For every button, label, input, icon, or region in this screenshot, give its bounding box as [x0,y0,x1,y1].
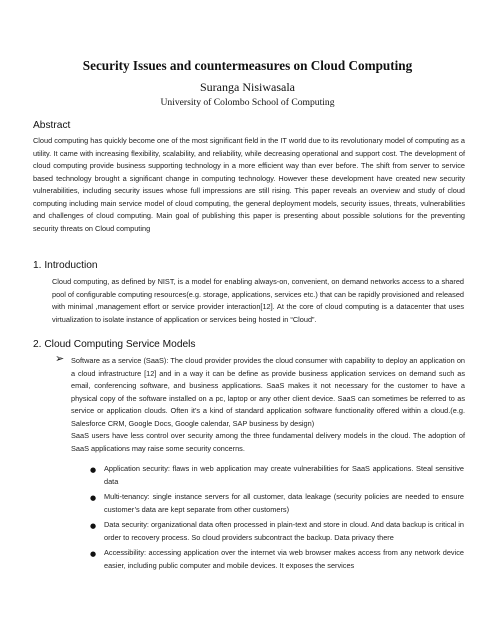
bullet-icon: ● [90,466,97,474]
paper-title: Security Issues and countermeasures on Cloud Computing [82,58,413,73]
saas-security-paragraph: SaaS users have less control over security among the three fundamental delivery models in the cloud. The adoption of SaaS applications may raise some security concerns. [71,431,465,453]
bullet-icon: ● [90,522,97,530]
bullet-item-application-security: Application security: flaws in web application may create vulnerabilities for SaaS applications. Steal sensitive data [104,464,464,486]
abstract-text: Cloud computing has quickly become one of the most significant field in the IT world due to its revolutionary model of computing as a utility. It came with increasing flexibility, scalability, and reliability, while decreasing operational and support cost. The development of cloud computing provide business supporting technology in a more efficient way than ever before. The shift from server to service based technology brought a significant change in computing technology. However these development have created new security vulnerabilities, including security issues whose full impressions are still rising. This paper reveals an overview and study of cloud computing including main service model of cloud computing, the general deployment models, security issues, threats, vulnerabilities and challenges of cloud computing. Main goal of publishing this paper is presenting about possible solutions for the preventing security threats on Cloud computing [33,136,465,233]
section-heading-service-models: 2. Cloud Computing Service Models [33,339,196,350]
author-name: Suranga Nisiwasala [200,80,295,94]
arrow-bullet-icon: ➢ [55,352,65,365]
saas-paragraph: Software as a service (SaaS): The cloud provider provides the cloud consumer with capability to deploy an application on a cloud infrastructure [12] and in a way it can be define as provide business application services on demand such as email, conferencing software, and business applications. SaaS makes it not necessary for the customer to have a physical copy of the software installed on a pc, laptop or any other client device. SaaS can sometimes be referred to as service or application clouds. Often it’s a kind of standard application software functionality offered within a cloud.(e.g. Salesforce CRM, Google Docs, Google calendar, SAP business by design) [71,356,465,428]
introduction-text: Cloud computing, as defined by NIST, is a model for enabling always-on, convenient, on demand networks access to a shared pool of configurable computing resources(e.g. storage, applications, services etc.) that can be rapidly provisioned and released with minimal ,management effort or service provider interaction[12]. At the core of cloud computing is a datacenter that uses virtualization to isolate instance of application or services being hosted in “Cloud”. [52,277,464,324]
bullet-item-accessibility: Accessibility: accessing application over the internet via web browser makes access from any network device easier, including public computer and mobile devices. It exposes the services [104,548,464,570]
abstract-heading: Abstract [33,120,71,131]
bullet-item-multi-tenancy: Multi-tenancy: single instance servers for all customer, data leakage (security policies are needed to ensure customer’s data are kept separate from other customers) [104,492,464,514]
bullet-icon: ● [90,550,97,558]
bullet-icon: ● [90,494,97,502]
section-heading-introduction: 1. Introduction [33,260,98,271]
affiliation: University of Colombo School of Computing [160,97,335,108]
bullet-item-data-security: Data security: organizational data often processed in plain-text and store in cloud. And data backup is critical in order to recovery process. So cloud providers subcontract the backup. Data privacy there [104,520,464,542]
